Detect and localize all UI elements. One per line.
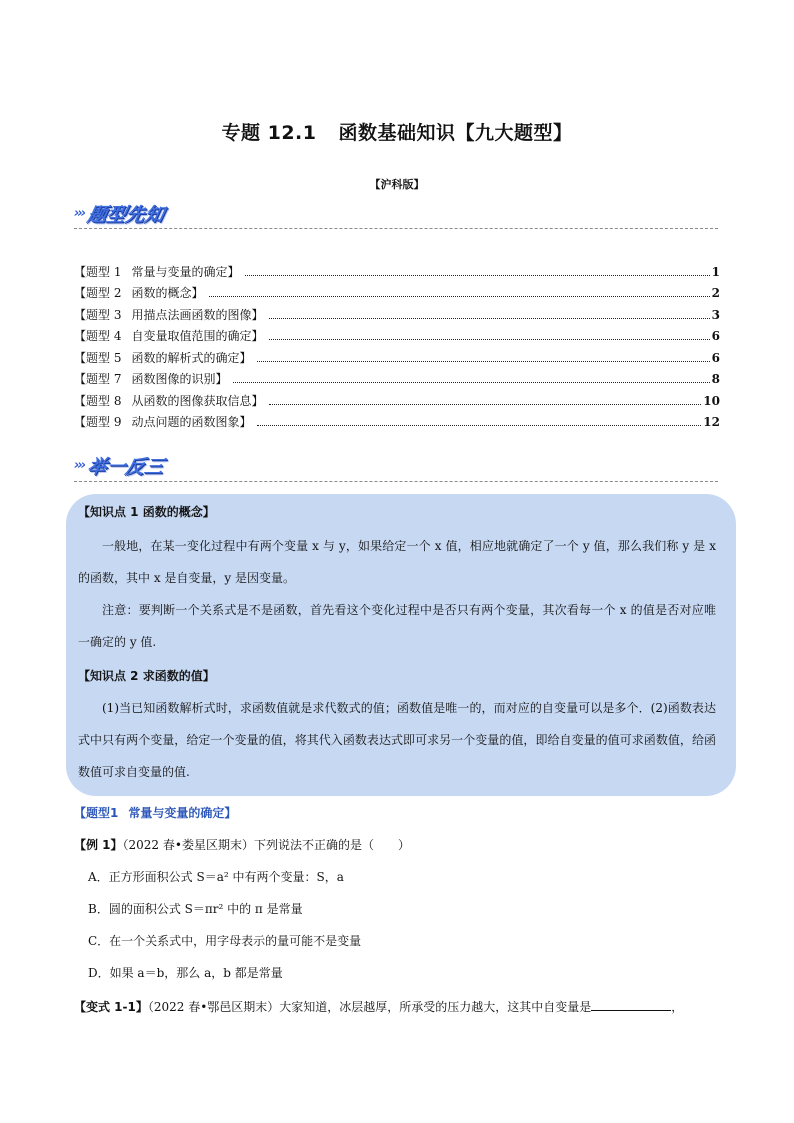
answer-blank[interactable] [591,999,671,1011]
knowledge-point-1-title: 【知识点 1 函数的概念】 [78,505,215,519]
toc-entry-2[interactable]: 【题型 2 函数的概念】 2 [74,286,720,300]
section-title-practice: 举一反三 [85,456,167,478]
option-c[interactable]: C．在一个关系式中，用字母表示的量可能不是变量 [88,934,362,948]
toc-entry-3[interactable]: 【题型 3 用描点法画函数的图像】 3 [74,307,720,322]
variant-1-1-stem: 【变式 1-1】（2022 春•鄂邑区期末）大家知道，冰层越厚，所承受的压力越大，这其中自变量是 ， [74,1000,684,1014]
option-b[interactable]: B．圆的面积公式 S＝πr² 中的 π 是常量 [88,902,303,916]
knowledge-point-1-definition: 一般地，在某一变化过程中有两个变量 x 与 y，如果给定一个 x 值，相应地就确定了一个 y 值，那么我们称 y 是 x 的函数，其中 x 是自变量，y 是因变量。 [78,539,716,585]
type-1-heading: 【题型1 常量与变量的确定】 [74,806,237,820]
section-title-toc: 题型先知 [85,204,167,226]
triple-chevron-icon: ››› [74,206,85,221]
option-d[interactable]: D．如果 a＝b，那么 a，b 都是常量 [88,966,283,980]
variant-label: 【变式 1-1】 [74,1000,148,1014]
document-title [0,118,794,145]
edition-label: 【沪科版】 [369,178,425,191]
section-header-practice [74,452,167,480]
knowledge-box [66,494,736,796]
toc-entry-9[interactable]: 【题型 9 动点问题的函数图象】 12 [74,415,720,429]
knowledge-point-2-title: 【知识点 2 求函数的值】 [78,669,215,683]
title-topic-number: 专题 12.1 [221,122,317,144]
title-topic-name: 函数基础知识【九大题型】 [338,122,573,144]
toc-entry-4[interactable]: 【题型 4 自变量取值范围的确定】 6 [74,329,720,343]
example-1-stem: 【例 1】（2022 春•娄星区期末）下列说法不正确的是（ ） [74,838,410,852]
section-header-toc [74,200,167,228]
knowledge-point-2-text: (1)当已知函数解析式时，求函数值就是求代数式的值；函数值是唯一的，而对应的自变量可以是多个．(2)函数表达式中只有两个变量，给定一个变量的值，将其代入函数表达式即可求另一个变量的值，即给自变量的值可求函数值，给函数值可求自变量的值. [78,701,716,779]
toc-entry-7[interactable]: 【题型 7 函数图像的识别】 8 [74,372,720,386]
knowledge-point-1-note: 注意：要判断一个关系式是不是函数，首先看这个变化过程中是否只有两个变量，其次看每一个 x 的值是否对应唯一确定的 y 值. [78,603,716,649]
example-label: 【例 1】 [74,838,123,852]
option-a[interactable]: A．正方形面积公式 S＝a² 中有两个变量：S，a [88,870,344,884]
toc-entry-8[interactable]: 【题型 8 从函数的图像获取信息】 10 [74,393,720,408]
triple-chevron-icon: ››› [74,458,85,473]
toc-entry-5[interactable]: 【题型 5 函数的解析式的确定】 6 [74,350,720,365]
table-of-contents [74,258,720,430]
section-divider [74,481,718,482]
toc-entry-1[interactable]: 【题型 1 常量与变量的确定】 1 [74,264,720,279]
section-divider [74,228,718,229]
